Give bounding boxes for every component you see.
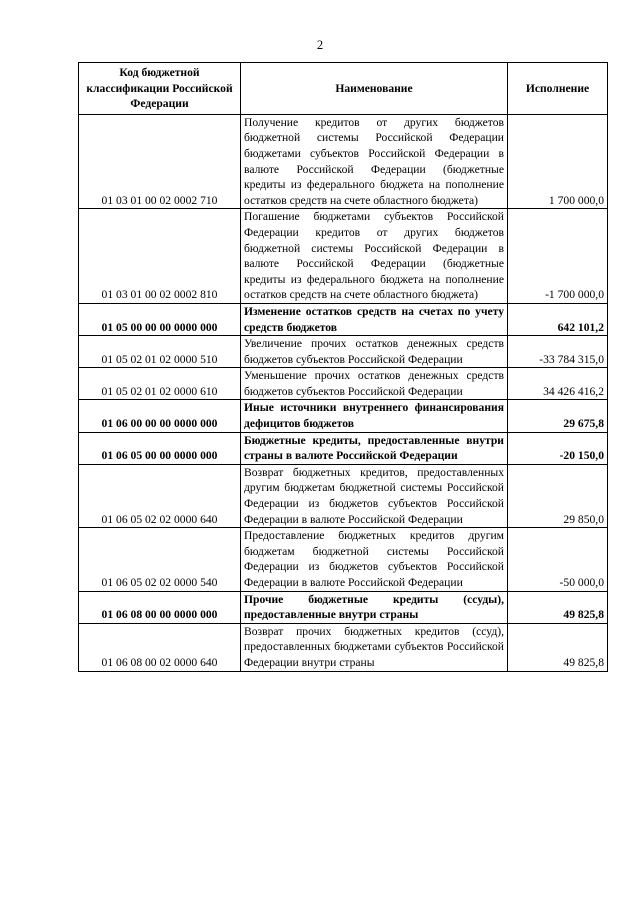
code-cell: 01 03 01 00 02 0002 810 <box>79 209 241 304</box>
amount-cell: 642 101,2 <box>508 303 608 335</box>
table-row <box>79 432 608 464</box>
name-cell: Увеличение прочих остатков денежных средств бюджетов субъектов Российской Федерации <box>241 336 508 368</box>
code-cell: 01 05 02 01 02 0000 510 <box>79 336 241 368</box>
name-cell: Изменение остатков средств на счетах по учету средств бюджетов <box>241 303 508 335</box>
budget-table <box>78 62 608 672</box>
table-row <box>79 336 608 368</box>
table-row <box>79 400 608 432</box>
amount-cell: 1 700 000,0 <box>508 114 608 209</box>
header-amount: Исполнение <box>508 63 608 115</box>
table-row <box>79 303 608 335</box>
table-header-row <box>79 63 608 115</box>
code-cell: 01 06 08 00 00 0000 000 <box>79 591 241 623</box>
name-cell: Возврат прочих бюджетных кредитов (ссуд), предоставленных бюджетами субъектов Российской Федерации внутри страны <box>241 623 508 671</box>
name-cell: Уменьшение прочих остатков денежных средств бюджетов субъектов Российской Федерации <box>241 368 508 400</box>
amount-cell: 49 825,8 <box>508 623 608 671</box>
name-cell: Возврат бюджетных кредитов, предоставленных другим бюджетам бюджетной системы Российской Федерации из бюджетов субъектов Российской Федерации в валюте Российской Федерации <box>241 464 508 527</box>
code-cell: 01 06 08 00 02 0000 640 <box>79 623 241 671</box>
code-cell: 01 03 01 00 02 0002 710 <box>79 114 241 209</box>
amount-cell: -33 784 315,0 <box>508 336 608 368</box>
code-cell: 01 05 02 01 02 0000 610 <box>79 368 241 400</box>
name-cell: Иные источники внутреннего финансирования дефицитов бюджетов <box>241 400 508 432</box>
code-cell: 01 06 00 00 00 0000 000 <box>79 400 241 432</box>
name-cell: Погашение бюджетами субъектов Российской Федерации кредитов от других бюджетов бюджетной системы Российской Федерации в валюте Российской Федерации (бюджетные кредиты из федерального бюджета на пополнение остатков средств на счете областного бюджета) <box>241 209 508 304</box>
page-number: 2 <box>316 38 324 52</box>
table-row <box>79 464 608 527</box>
code-cell: 01 06 05 02 02 0000 540 <box>79 528 241 591</box>
name-cell: Получение кредитов от других бюджетов бюджетной системы Российской Федерации бюджетами субъектов Российской Федерации в валюте Российской Федерации (бюджетные кредиты из федерального бюджета на пополнение остатков средств на счете областного бюджета) <box>241 114 508 209</box>
amount-cell: 29 675,8 <box>508 400 608 432</box>
amount-cell: 34 426 416,2 <box>508 368 608 400</box>
code-cell: 01 05 00 00 00 0000 000 <box>79 303 241 335</box>
name-cell: Предоставление бюджетных кредитов другим бюджетам бюджетной системы Российской Федерации из бюджетов субъектов Российской Федерации в валюте Российской Федерации <box>241 528 508 591</box>
amount-cell: -20 150,0 <box>508 432 608 464</box>
header-code: Код бюджетной классификации Российской Федерации <box>79 63 241 115</box>
amount-cell: -1 700 000,0 <box>508 209 608 304</box>
table-row <box>79 209 608 304</box>
table-row <box>79 528 608 591</box>
table-row <box>79 591 608 623</box>
table-row <box>79 368 608 400</box>
table-body <box>79 114 608 671</box>
amount-cell: -50 000,0 <box>508 528 608 591</box>
name-cell: Бюджетные кредиты, предоставленные внутри страны в валюте Российской Федерации <box>241 432 508 464</box>
table-row <box>79 623 608 671</box>
amount-cell: 29 850,0 <box>508 464 608 527</box>
amount-cell: 49 825,8 <box>508 591 608 623</box>
header-name: Наименование <box>241 63 508 115</box>
code-cell: 01 06 05 00 00 0000 000 <box>79 432 241 464</box>
table-row <box>79 114 608 209</box>
code-cell: 01 06 05 02 02 0000 640 <box>79 464 241 527</box>
name-cell: Прочие бюджетные кредиты (ссуды), предоставленные внутри страны <box>241 591 508 623</box>
